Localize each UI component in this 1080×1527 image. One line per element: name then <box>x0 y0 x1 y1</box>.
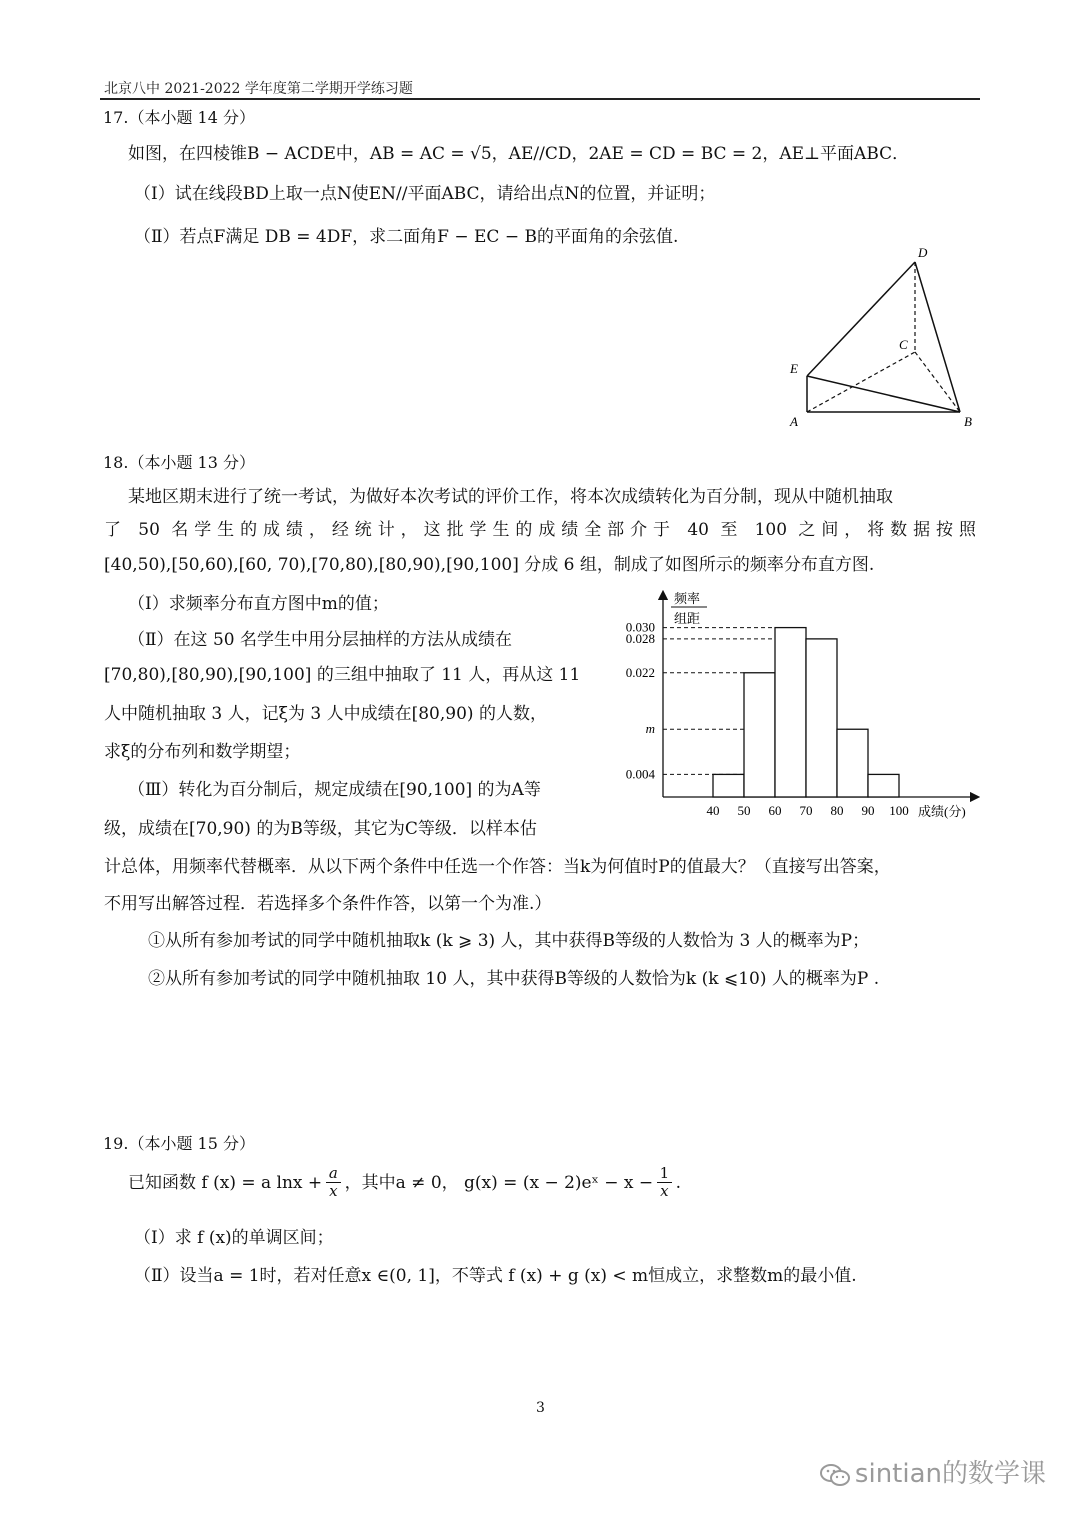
q19-frac1-num: a <box>328 1164 338 1182</box>
histogram-bar <box>744 673 775 797</box>
q18-title: 18.（本小题 13 分） <box>103 453 255 472</box>
q18-stem-line2: 了 50 名学生的成绩，经统计，这批学生的成绩全部介于 40 至 100 之间，将数据按照 <box>104 520 976 540</box>
q18-part3-l1: （Ⅲ）转化为百分制后，规定成绩在[90,100] 的为A等 <box>128 780 541 800</box>
q17-title: 17.（本小题 14 分） <box>103 108 255 127</box>
frequency-histogram <box>605 585 1005 825</box>
q18-part2-l2: [70,80),[80,90),[90,100] 的三组中抽取了 11 人，再从这 11 <box>104 665 581 685</box>
q19-frac2-den: x <box>657 1182 671 1200</box>
edge-AC <box>807 352 915 412</box>
x-tick-label: 50 <box>737 803 751 818</box>
q18-part3-l4: 不用写出解答过程．若选择多个条件作答，以第一个为准.） <box>104 894 552 914</box>
q19-stem-c: . <box>675 1172 681 1193</box>
x-tick-label: 70 <box>799 803 813 818</box>
q19-title: 19.（本小题 15 分） <box>103 1134 255 1153</box>
edge-ED <box>807 262 915 376</box>
q18-part3-l2: 级，成绩在[70,90) 的为B等级，其它为C等级．以样本估 <box>104 819 537 839</box>
q19-stem-b: ，其中a ≠ 0， g(x) = (x − 2)eˣ − x − <box>344 1172 654 1193</box>
y-tick-label: m <box>645 721 655 737</box>
q18-stem-line3: [40,50),[50,60),[60, 70),[70,80),[80,90),[90,100] 分成 6 组，制成了如图所示的频率分布直方图. <box>104 555 875 575</box>
q19-fraction-1 <box>326 1165 340 1200</box>
q18-part2-l1: （Ⅱ）在这 50 名学生中用分层抽样的方法从成绩在 <box>128 630 512 650</box>
x-tick-label: 60 <box>768 803 782 818</box>
q18-part1: （Ⅰ）求频率分布直方图中m的值； <box>128 594 389 614</box>
edge-DB <box>915 262 960 412</box>
q19-fraction-2 <box>657 1165 671 1200</box>
y-label-bottom: 组距 <box>674 611 701 626</box>
q18-stem-line1: 某地区期末进行了统一考试，为做好本次考试的评价工作，将本次成绩转化为百分制，现从中随机抽取 <box>128 487 893 507</box>
histogram-bar <box>713 774 744 797</box>
x-tick-label: 100 <box>889 803 909 818</box>
label-A: A <box>790 414 798 429</box>
x-tick-label: 40 <box>706 803 720 818</box>
q18-condition1: ①从所有参加考试的同学中随机抽取k (k ⩾ 3) 人，其中获得B等级的人数恰为 3 人的概率为P； <box>148 931 870 951</box>
watermark <box>819 1453 1046 1490</box>
histogram-bar <box>775 628 806 797</box>
header-rule <box>100 98 980 100</box>
x-label: 成绩(分) <box>918 804 966 819</box>
y-tick-label: 0.028 <box>625 630 655 646</box>
q18-part2-l4: 求ξ的分布列和数学期望； <box>104 742 301 762</box>
q19-stem-a: 已知函数 f (x) = a lnx + <box>128 1172 323 1193</box>
histogram-bar <box>837 729 868 797</box>
y-tick-label: 0.004 <box>625 766 655 782</box>
q19-frac2-num: 1 <box>659 1164 670 1182</box>
label-B: B <box>964 414 972 429</box>
q18-part3-l3: 计总体，用频率代替概率．从以下两个条件中任选一个作答：当k为何值时P的值最大？（直接写出答案， <box>104 857 891 877</box>
watermark-text: sintian的数学课 <box>854 1459 1046 1489</box>
q19-frac1-den: x <box>326 1182 340 1200</box>
y-tick-label: 0.022 <box>625 664 655 680</box>
page-number: 3 <box>536 1400 545 1416</box>
label-E: E <box>790 361 798 376</box>
q17-stem: 如图，在四棱锥B − ACDE中，AB = AC = √5，AE//CD，2AE = CD = BC = 2，AE⊥平面ABC． <box>128 144 910 164</box>
q17-part2: （Ⅱ）若点F满足 DB = 4DF，求二面角F − EC − B的平面角的余弦值. <box>134 227 679 247</box>
q18-condition2: ②从所有参加考试的同学中随机抽取 10 人，其中获得B等级的人数恰为k (k ⩽10) 人的概率为P . <box>148 969 880 989</box>
q19-stem <box>128 1165 681 1200</box>
label-D: D <box>918 245 928 260</box>
q19-part1: （Ⅰ）求 f (x)的单调区间； <box>134 1228 334 1248</box>
wechat-icon <box>819 1462 851 1488</box>
y-label-top: 频率 <box>674 591 701 606</box>
q19-part2: （Ⅱ）设当a = 1时，若对任意x ∈(0, 1]，不等式 f (x) + g (x) < m恒成立，求整数m的最小值. <box>134 1266 857 1286</box>
q18-part2-l3: 人中随机抽取 3 人，记ξ为 3 人中成绩在[80,90) 的人数， <box>104 704 547 724</box>
histogram-bar <box>868 774 899 797</box>
q17-part1: （Ⅰ）试在线段BD上取一点N使EN//平面ABC，请给出点N的位置，并证明； <box>134 184 716 204</box>
histogram-bar <box>806 639 837 797</box>
y-tick-label: 0.030 <box>625 619 655 635</box>
label-C: C <box>899 337 908 352</box>
x-tick-label: 80 <box>830 803 844 818</box>
pyramid-figure <box>770 240 990 440</box>
x-tick-label: 90 <box>861 803 875 818</box>
page-header: 北京八中 2021-2022 学年度第二学期开学练习题 <box>104 81 413 97</box>
